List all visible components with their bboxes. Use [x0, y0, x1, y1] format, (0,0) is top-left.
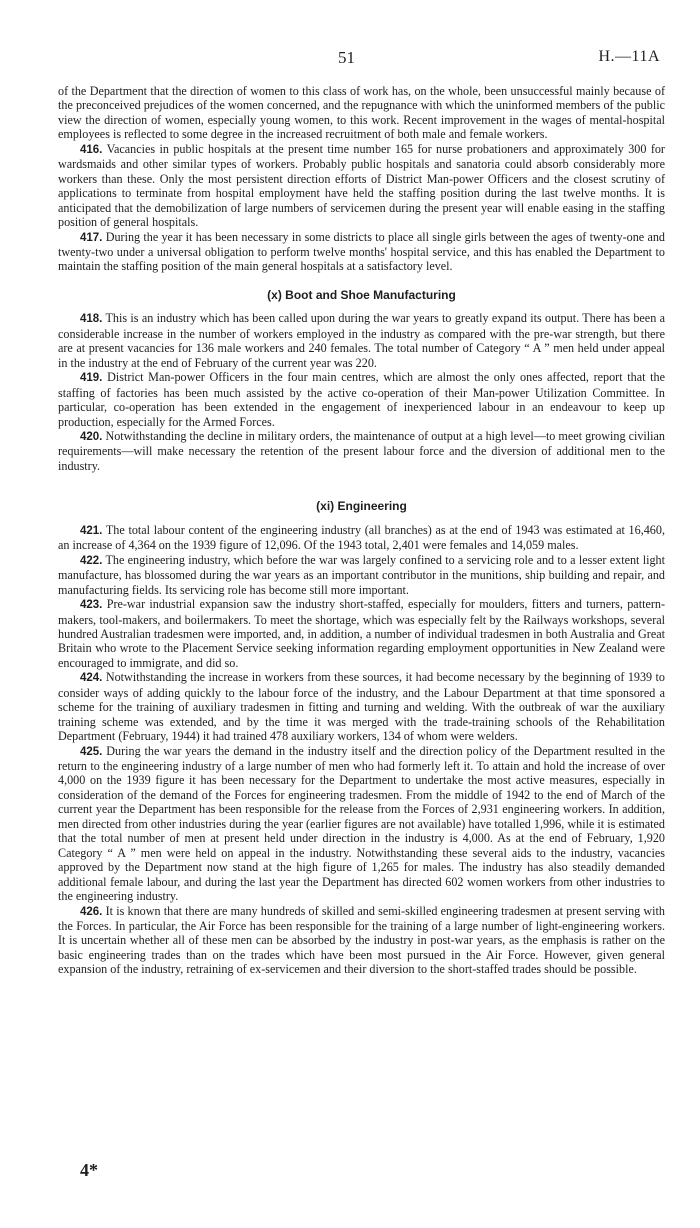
paragraph-number: 416. — [80, 143, 103, 156]
paragraph-text: The total labour content of the engineering industry (all branches) as at the end of 1943 was estimated at 16,460, an increase of 4,364 on the 1939 figure of 12,096. Of the 1943 total, 2,401 were females and 14,059 males. — [58, 522, 665, 553]
paragraph-number: 425. — [80, 745, 103, 758]
paragraph-423 — [58, 597, 665, 670]
paragraph-number: 418. — [80, 313, 103, 326]
paragraph-number: 426. — [80, 905, 103, 918]
paragraph-text: Notwithstanding the decline in military orders, the maintenance of output at a high level—to meet growing civilian requirements—will make necessary the retention of the present labour force and the diversion of additional men to the industry. — [58, 428, 665, 473]
continuation-paragraph: of the Department that the direction of women to this class of work has, on the whole, been unsuccessful mainly because of the preconceived prejudices of the women concerned, and the repugnance with which the uninformed members of the public view the direction of women, especially young women, to this work. Recent improvement in the wages of mental-hospital employees is reflected to some degree in the increased recruitment of both male and female workers. — [58, 84, 665, 142]
paragraph-text: During the year it has been necessary in some districts to place all single girls between the ages of twenty-one and twenty-two under a universal obligation to perform twelve months' hospital service, and this has enabled the Department to maintain the staffing position of the main general hospitals at a satisfactory level. — [58, 229, 665, 274]
paragraph-list-xi — [58, 523, 665, 977]
paragraph-426 — [58, 904, 665, 977]
paragraph-418 — [58, 311, 665, 370]
paragraph-list-x — [58, 311, 665, 473]
paragraph-text: This is an industry which has been called upon during the war years to greatly expand its output. There has been a considerable increase in the number of workers employed in the industry as compared with the pre-war strength, but there are at present vacancies for 136 male workers and 240 females. The total number of Category “ A ” men held under appeal in the industry at the end of February of the current year was 220. — [58, 311, 665, 370]
section-heading-boot-shoe: (x) Boot and Shoe Manufacturing — [267, 287, 456, 302]
paragraph-number: 417. — [80, 231, 103, 244]
signature-mark: 4* — [80, 1160, 98, 1180]
paragraph-number: 422. — [80, 554, 103, 567]
page-number: 51 — [338, 48, 355, 67]
paragraph-424 — [58, 670, 665, 743]
paragraph-number: 420. — [80, 430, 103, 443]
paragraph-text: Vacancies in public hospitals at the present time number 165 for nurse probationers and approximately 300 for wardsmaids and other similar types of workers. Probably public hospitals and sanatoria could absorb considerably more workers than these. Only the most persistent direction efforts of District Man-power Officers and the closest scrutiny of applications to terminate from hospital employment have held the staffing position during the last twelve months. It is anticipated that the demobilization of large numbers of servicemen during the present year will enable easing in the staffing position of general hospitals. — [58, 141, 665, 230]
section-heading-engineering: (xi) Engineering — [316, 499, 407, 514]
paragraph-number: 424. — [80, 672, 103, 685]
page-header — [0, 48, 700, 72]
paragraph-419 — [58, 370, 665, 429]
paragraph-text: Pre-war industrial expansion saw the industry short-staffed, especially for moulders, fitters and turners, pattern-makers, tool-makers, and boilermakers. To meet the shortage, which was especially felt by the Railways workshops, several hundred Australian tradesmen were imported, and, in addition, a number of individual tradesmen in both Australia and Great Britain who wrote to the Placement Service seeking information regarding employment opportunities in New Zealand were encouraged to immigrate, and did so. — [58, 597, 665, 670]
paragraph-422 — [58, 553, 665, 597]
paragraph-421 — [58, 523, 665, 553]
paragraph-425 — [58, 744, 665, 904]
paragraph-number: 419. — [80, 372, 103, 385]
paragraph-list-a — [58, 142, 665, 274]
document-reference: H.—11A — [598, 48, 660, 65]
paragraph-text: District Man-power Officers in the four main centres, which are almost the only ones affected, report that the staffing of factories has been much assisted by the active co-operation of their Man-power Utilization Committee. In particular, co-operation has been extended in the engagement of inexperienced labour in an endeavour to keep up production, especially for the Armed Forces. — [58, 370, 665, 429]
paragraph-number: 421. — [80, 524, 103, 537]
paragraph-text: During the war years the demand in the industry itself and the direction policy of the Department resulted in the return to the engineering industry of a large number of men who had formerly left it. To attain and hold the increase of over 4,000 on the 1939 figure it has been necessary for the Department to undertake the most active measures, especially in consideration of the demand of the Forces for engineering tradesmen. From the middle of 1942 to the end of March of the current year the Department has been responsible for the release from the Forces of 2,931 engineering workers. In addition, men directed from other industries during the year (earlier figures are not available) have totalled 1,996, while it is estimated that the total number of men at present held under direction in the industry is 4,000. As at the end of February, 1,920 Category “ A ” men were held on appeal in the industry. Notwithstanding these several aids to the industry, vacancies approved by the Department now stand at the high figure of 1,265 for males. The industry has also steadily demanded additional female labour, and during the last year the Department has directed 602 women workers from other industries to the engineering industry. — [58, 743, 665, 904]
page-body — [58, 84, 665, 977]
paragraph-text: The engineering industry, which before the war was largely confined to a servicing role and to a lesser extent light manufacture, has blossomed during the war years as an important contributor in the munitions, ship building and repair, and manufacturing fields. Its servicing role has become still more important. — [58, 552, 665, 597]
paragraph-417 — [58, 230, 665, 274]
paragraph-416 — [58, 142, 665, 230]
paragraph-420 — [58, 429, 665, 473]
paragraph-number: 423. — [80, 599, 103, 612]
paragraph-text: Notwithstanding the increase in workers from these sources, it had become necessary by the beginning of 1939 to consider ways of adding quickly to the labour force of the industry, and the Labour Department at that time sponsored a scheme for the training of auxiliary tradesmen in fitting and turning and welding. With the outbreak of war the auxiliary training scheme was extended, and by the time it was merged with the trade-training schools of the Rehabilitation Department (February, 1944) it had trained 478 auxiliary workers, 134 of whom were welders. — [58, 670, 665, 744]
paragraph-text: It is known that there are many hundreds of skilled and semi-skilled engineering tradesmen at present serving with the Forces. In particular, the Air Force has been responsible for the training of a large number of light-engineering workers. It is uncertain whether all of these men can be absorbed by the industry in post-war years, as the emphasis is rather on the basic engineering trades than on the trades which have been most pursued in the Air Force. However, given general expansion of the industry, retraining of ex-servicemen and their diversion to the short-staffed trades should be possible. — [58, 903, 665, 977]
